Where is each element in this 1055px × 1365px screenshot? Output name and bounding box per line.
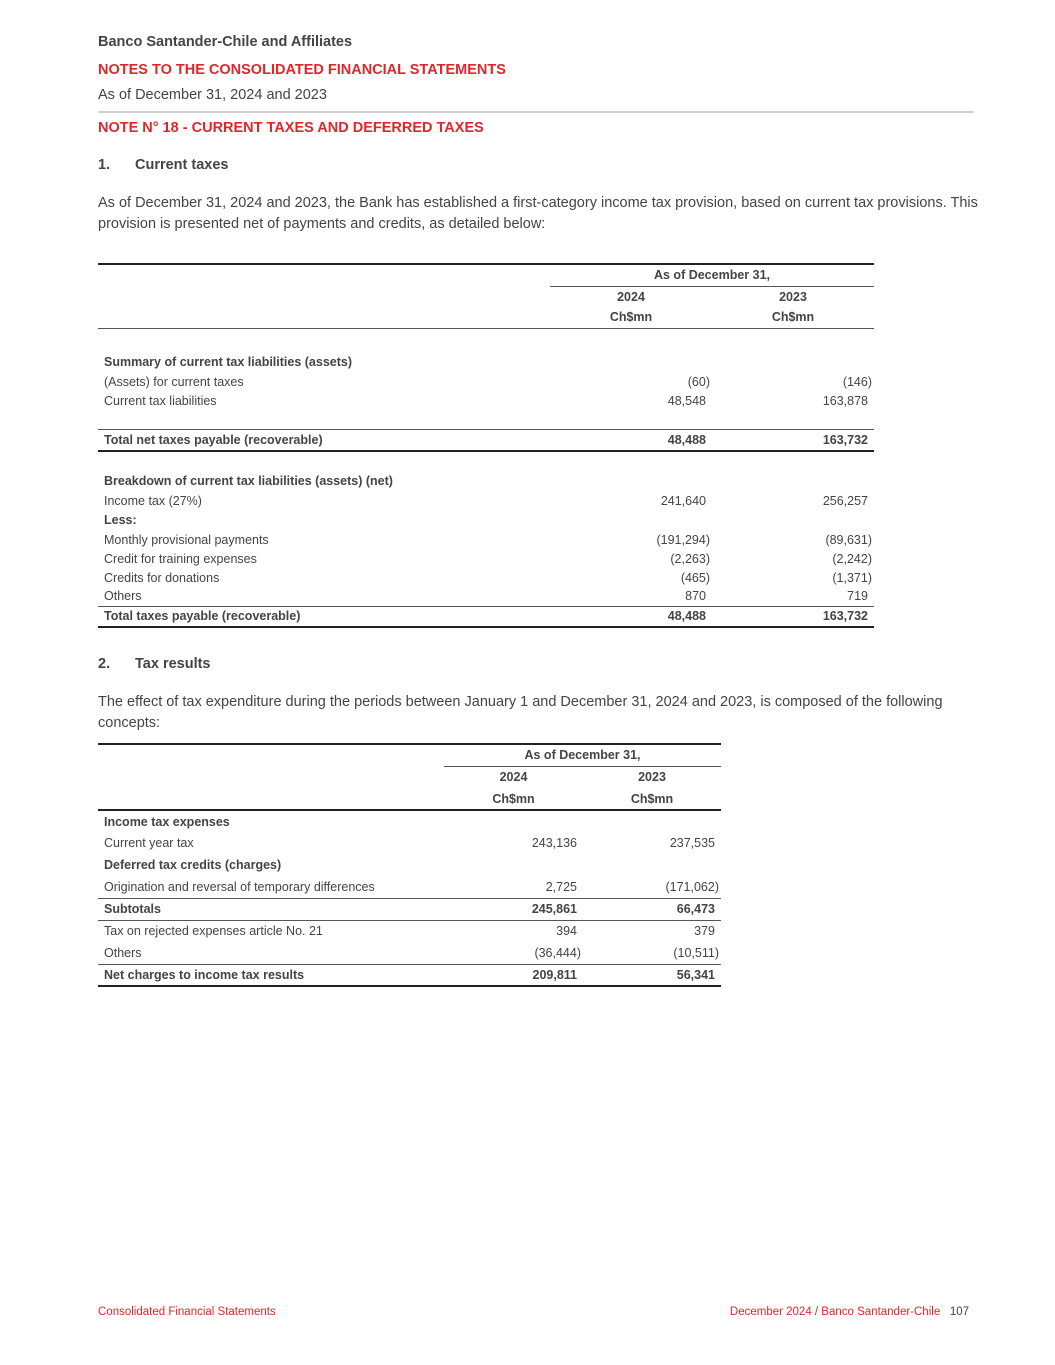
- row-label: Others: [104, 589, 142, 604]
- tax-results-table: [98, 743, 721, 987]
- value-2024: 245,861: [531, 902, 577, 916]
- value-2024: 2,725: [545, 879, 577, 894]
- section-1-title: Current taxes: [135, 157, 229, 173]
- page-number: 107: [949, 1306, 969, 1318]
- section-1-heading: [98, 157, 228, 173]
- value-2023: 163,732: [822, 432, 868, 447]
- value-2024: 394: [556, 924, 577, 939]
- table2-unit-2023: Ch$mn: [630, 791, 674, 806]
- income-tax-heading: Income tax expenses: [104, 814, 230, 829]
- table2-unit-2024: Ch$mn: [492, 791, 535, 806]
- row-label: Current year tax: [104, 836, 194, 850]
- value-2023: (1,371): [832, 570, 872, 585]
- section-1-paragraph: As of December 31, 2024 and 2023, the Bank has established a first-category income tax provision, based on current tax provisions. This provision is presented net of payments and credits, as detailed below:: [98, 195, 978, 232]
- value-2024: 241,640: [660, 493, 706, 508]
- section-2-title: Tax results: [135, 656, 211, 672]
- table-row: [98, 530, 874, 549]
- footer-left: Consolidated Financial Statements: [98, 1306, 276, 1318]
- value-2023: 379: [694, 924, 715, 939]
- row-label: Current tax liabilities: [104, 393, 217, 408]
- table1-group-header: As of December 31,: [550, 264, 874, 286]
- table-row: [98, 898, 721, 920]
- note-title: NOTE N° 18 - CURRENT TAXES AND DEFERRED TAXES: [98, 120, 484, 136]
- value-2024: (465): [680, 570, 710, 585]
- row-label: Credits for donations: [104, 570, 220, 585]
- value-2024: 870: [685, 589, 706, 604]
- as-of-date: As of December 31, 2024 and 2023: [98, 87, 327, 103]
- table-row: [98, 391, 874, 410]
- table2-group-header: As of December 31,: [444, 744, 721, 766]
- value-2023: 237,535: [669, 836, 715, 850]
- summary-heading: Summary of current tax liabilities (assets): [104, 355, 353, 369]
- value-2024: (60): [687, 374, 710, 389]
- row-label: Monthly provisional payments: [104, 532, 269, 547]
- table-row: [98, 491, 874, 510]
- notes-title: NOTES TO THE CONSOLIDATED FINANCIAL STATEMENTS: [98, 62, 506, 78]
- deferred-heading: Deferred tax credits (charges): [104, 858, 282, 872]
- table1-unit-2024: Ch$mn: [609, 310, 653, 325]
- section-1-number: 1.: [98, 157, 111, 173]
- footer-right: [730, 1306, 969, 1318]
- value-2024: 48,488: [667, 432, 706, 447]
- value-2024: 243,136: [531, 836, 577, 850]
- value-2023: (10,511): [673, 945, 719, 960]
- value-2024: 209,811: [532, 967, 577, 982]
- table-row: [98, 876, 721, 898]
- value-2024: (191,294): [656, 532, 710, 547]
- table-row: [98, 832, 721, 854]
- table-row: [98, 549, 874, 568]
- table-row: [98, 606, 874, 627]
- value-2023: 719: [847, 589, 868, 604]
- section-2-number: 2.: [98, 656, 111, 672]
- value-2023: 56,341: [676, 967, 715, 982]
- footer-publication: December 2024 / Banco Santander-Chile: [729, 1306, 941, 1318]
- table1-unit-2023: Ch$mn: [771, 310, 815, 325]
- table-row: [98, 568, 874, 587]
- row-label: Total taxes payable (recoverable): [104, 609, 301, 624]
- table-row: [98, 942, 721, 964]
- table2-year-2024: 2024: [499, 770, 528, 785]
- value-2023: 163,732: [822, 609, 868, 624]
- table-row: [98, 587, 874, 606]
- value-2023: (146): [842, 374, 872, 389]
- value-2024: (36,444): [534, 945, 581, 960]
- section-2-heading: [98, 656, 211, 672]
- header-divider: [98, 111, 974, 113]
- less-label: Less:: [104, 513, 137, 527]
- row-label: Total net taxes payable (recoverable): [104, 432, 323, 447]
- row-label: Tax on rejected expenses article No. 21: [104, 924, 323, 939]
- value-2023: (171,062): [665, 879, 719, 894]
- value-2024: 48,548: [667, 393, 706, 408]
- table-row: [98, 372, 874, 391]
- value-2023: 163,878: [822, 393, 868, 408]
- breakdown-heading: Breakdown of current tax liabilities (assets) (net): [104, 474, 393, 488]
- company-name: Banco Santander-Chile and Affiliates: [98, 34, 353, 50]
- table-row: [98, 429, 874, 451]
- table-row: [98, 920, 721, 942]
- row-label: (Assets) for current taxes: [104, 374, 244, 389]
- current-tax-table: [98, 263, 874, 628]
- table-row: [98, 964, 721, 986]
- value-2024: 48,488: [667, 609, 706, 624]
- row-label: Net charges to income tax results: [104, 967, 305, 982]
- row-label: Origination and reversal of temporary differences: [104, 879, 375, 894]
- row-label: Others: [104, 945, 142, 960]
- table1-year-2023: 2023: [779, 289, 807, 304]
- value-2023: 66,473: [676, 902, 715, 916]
- section-2-paragraph: The effect of tax expenditure during the periods between January 1 and December 31, 2024 and 2023, is composed of the following concepts:: [98, 694, 943, 731]
- row-label: Subtotals: [104, 902, 161, 916]
- value-2023: (89,631): [825, 532, 872, 547]
- value-2023: (2,242): [832, 551, 872, 566]
- value-2024: (2,263): [670, 551, 710, 566]
- value-2023: 256,257: [822, 493, 868, 508]
- table2-year-2023: 2023: [638, 770, 666, 785]
- table1-year-2024: 2024: [617, 289, 645, 304]
- row-label: Credit for training expenses: [104, 551, 257, 566]
- row-label: Income tax (27%): [104, 493, 202, 508]
